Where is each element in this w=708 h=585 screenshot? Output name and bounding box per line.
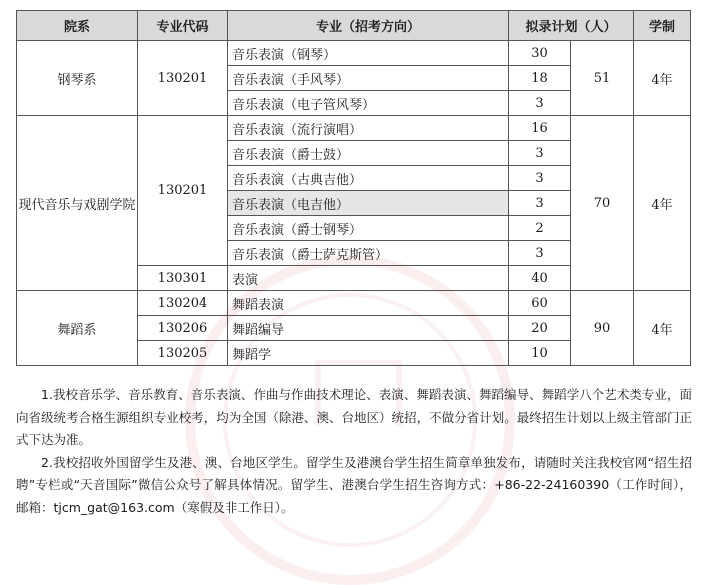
years-cell: 4年	[634, 116, 691, 291]
count-cell: 16	[509, 116, 571, 141]
total-cell: 51	[571, 41, 634, 116]
dept-cell: 舞蹈系	[17, 291, 138, 366]
total-cell: 70	[571, 116, 634, 291]
count-cell: 18	[509, 66, 571, 91]
years-cell: 4年	[634, 41, 691, 116]
count-cell: 10	[509, 341, 571, 366]
major-cell: 音乐表演（电吉他）	[228, 191, 509, 216]
count-cell: 3	[509, 91, 571, 116]
notes-section	[16, 384, 692, 519]
major-cell: 表演	[228, 266, 509, 291]
major-cell: 舞蹈表演	[228, 291, 509, 316]
count-cell: 3	[509, 241, 571, 266]
major-cell: 音乐表演（爵士鼓）	[228, 141, 509, 166]
dept-cell: 钢琴系	[17, 41, 138, 116]
note-paragraph: 1.我校音乐学、音乐教育、音乐表演、作曲与作曲技术理论、表演、舞蹈表演、舞蹈编导、舞蹈学八个艺术类专业，面向省级统考合格生源组织专业校考，均为全国（除港、澳、台地区）统招，不做分省计划。最终招生计划以上级主管部门正式下达为准。	[16, 387, 692, 447]
code-cell: 130206	[138, 316, 228, 341]
note-paragraph: 2.我校招收外国留学生及港、澳、台地区学生。留学生及港澳台学生招生简章单独发布，请随时关注我校官网“招生招聘”专栏或“天音国际”微信公众号了解具体情况。留学生、港澳台学生招生咨询方式：+86-22-24160390（工作时间），邮箱：tjcm_gat@163.com（寒假及非工作日）。	[16, 454, 692, 515]
code-cell: 130201	[138, 116, 228, 266]
table-row	[17, 41, 691, 66]
header-major: 专业（招考方向）	[228, 11, 509, 41]
major-cell: 音乐表演（手风琴）	[228, 66, 509, 91]
major-cell: 舞蹈编导	[228, 316, 509, 341]
code-cell: 130204	[138, 291, 228, 316]
enrollment-plan-table	[16, 10, 691, 366]
count-cell: 2	[509, 216, 571, 241]
major-cell: 音乐表演（爵士钢琴）	[228, 216, 509, 241]
count-cell: 30	[509, 41, 571, 66]
count-cell: 60	[509, 291, 571, 316]
major-cell: 舞蹈学	[228, 341, 509, 366]
table-row	[17, 291, 691, 316]
count-cell: 3	[509, 191, 571, 216]
major-cell: 音乐表演（电子管风琴）	[228, 91, 509, 116]
major-cell: 音乐表演（爵士萨克斯管）	[228, 241, 509, 266]
count-cell: 3	[509, 141, 571, 166]
major-cell: 音乐表演（流行演唱）	[228, 116, 509, 141]
dept-cell: 现代音乐与戏剧学院	[17, 116, 138, 291]
header-code: 专业代码	[138, 11, 228, 41]
header-dept: 院系	[17, 11, 138, 41]
code-cell: 130205	[138, 341, 228, 366]
header-plan: 拟录计划（人）	[509, 11, 634, 41]
major-cell: 音乐表演（古典吉他）	[228, 166, 509, 191]
total-cell: 90	[571, 291, 634, 366]
years-cell: 4年	[634, 291, 691, 366]
table-row	[17, 116, 691, 141]
count-cell: 20	[509, 316, 571, 341]
major-cell: 音乐表演（钢琴）	[228, 41, 509, 66]
code-cell: 130301	[138, 266, 228, 291]
code-cell: 130201	[138, 41, 228, 116]
table-header-row	[17, 11, 691, 41]
count-cell: 3	[509, 166, 571, 191]
header-years: 学制	[634, 11, 691, 41]
count-cell: 40	[509, 266, 571, 291]
